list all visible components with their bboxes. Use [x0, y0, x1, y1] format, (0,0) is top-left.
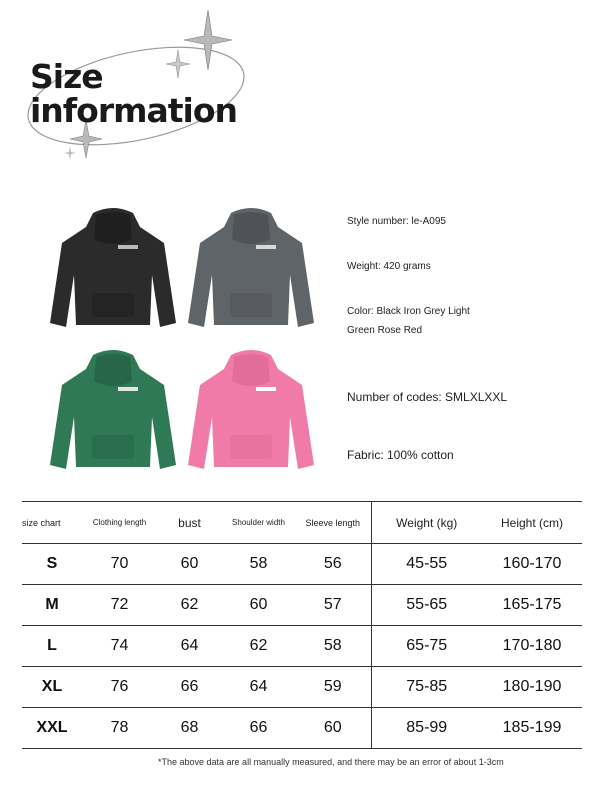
- shoulder-width-cell: 58: [222, 544, 295, 585]
- color-spec-line1: Color: Black Iron Grey Light: [347, 306, 470, 317]
- header-bust: bust: [157, 502, 222, 544]
- sleeve-length-cell: 56: [295, 544, 371, 585]
- color-spec-line2: Green Rose Red: [347, 325, 423, 336]
- bust-cell: 68: [157, 708, 222, 749]
- shoulder-width-cell: 60: [222, 585, 295, 626]
- table-header-row: [22, 502, 582, 544]
- clothing-length-cell: 72: [82, 585, 157, 626]
- table-row: [22, 667, 582, 708]
- title-line-2: information: [30, 91, 238, 130]
- hoodie-image-grey: [186, 205, 316, 333]
- shoulder-width-cell: 62: [222, 626, 295, 667]
- size-label: M: [22, 585, 82, 626]
- height-cell: 170-180: [482, 626, 582, 667]
- clothing-length-cell: 78: [82, 708, 157, 749]
- header-shoulder-width: Shoulder width: [222, 502, 295, 544]
- measurement-note: *The above data are all manually measured, and there may be an error of about 1-3cm: [158, 757, 504, 767]
- hoodie-image-pink: [186, 347, 316, 475]
- clothing-length-cell: 70: [82, 544, 157, 585]
- clothing-length-cell: 76: [82, 667, 157, 708]
- size-label: XXL: [22, 708, 82, 749]
- size-table: [22, 501, 582, 749]
- title-block: [18, 10, 258, 160]
- sleeve-length-cell: 60: [295, 708, 371, 749]
- bust-cell: 62: [157, 585, 222, 626]
- bust-cell: 60: [157, 544, 222, 585]
- header-size-chart: size chart: [22, 502, 82, 544]
- style-number: Style number: le-A095: [347, 216, 446, 227]
- weight-cell: 45-55: [371, 544, 482, 585]
- size-label: S: [22, 544, 82, 585]
- height-cell: 165-175: [482, 585, 582, 626]
- weight-cell: 55-65: [371, 585, 482, 626]
- hoodie-image-green: [48, 347, 178, 475]
- sleeve-length-cell: 57: [295, 585, 371, 626]
- shoulder-width-cell: 64: [222, 667, 295, 708]
- weight-cell: 85-99: [371, 708, 482, 749]
- title-line-1: Size: [30, 57, 103, 96]
- shoulder-width-cell: 66: [222, 708, 295, 749]
- table-row: [22, 585, 582, 626]
- weight-spec: Weight: 420 grams: [347, 261, 431, 272]
- clothing-length-cell: 74: [82, 626, 157, 667]
- header-height: Height (cm): [482, 502, 582, 544]
- bust-cell: 66: [157, 667, 222, 708]
- height-cell: 180-190: [482, 667, 582, 708]
- weight-cell: 75-85: [371, 667, 482, 708]
- height-cell: 185-199: [482, 708, 582, 749]
- weight-cell: 65-75: [371, 626, 482, 667]
- codes-spec: Number of codes: SMLXLXXL: [347, 390, 508, 404]
- height-cell: 160-170: [482, 544, 582, 585]
- header-clothing-length: Clothing length: [82, 502, 157, 544]
- table-row: [22, 626, 582, 667]
- header-weight: Weight (kg): [371, 502, 482, 544]
- header-sleeve-length: Sleeve length: [295, 502, 371, 544]
- sleeve-length-cell: 58: [295, 626, 371, 667]
- sleeve-length-cell: 59: [295, 667, 371, 708]
- size-label: XL: [22, 667, 82, 708]
- hoodie-image-black: [48, 205, 178, 333]
- fabric-spec: Fabric: 100% cotton: [347, 448, 454, 462]
- size-label: L: [22, 626, 82, 667]
- bust-cell: 64: [157, 626, 222, 667]
- table-row: [22, 708, 582, 749]
- table-row: [22, 544, 582, 585]
